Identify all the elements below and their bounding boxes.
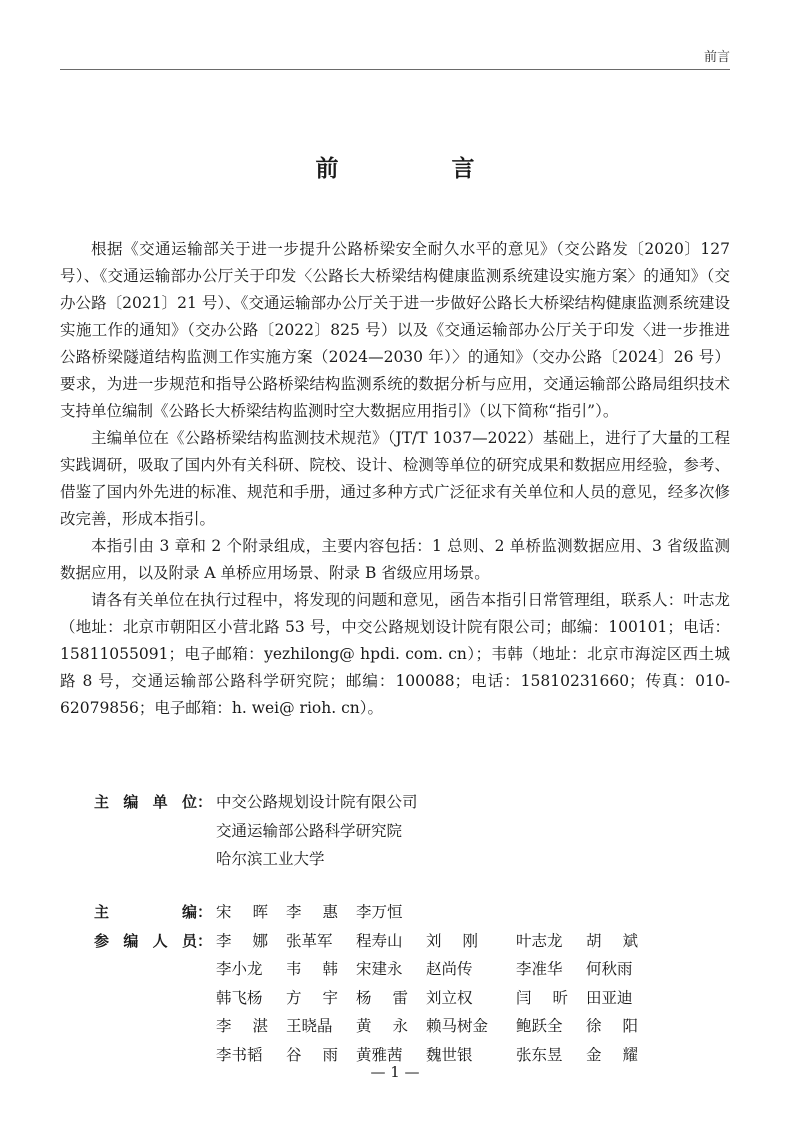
person-name: 闫 昕 (516, 988, 568, 1007)
person-name: 宋建永 (356, 960, 403, 978)
chief-editors-list (216, 898, 694, 927)
person-name: 程寿山 (356, 931, 403, 950)
org-name: 交通运输部公路科学研究院 (216, 821, 403, 840)
person-name: 韦 韩 (286, 960, 338, 978)
chief-units-block (94, 788, 694, 874)
spaced-label: 参 编 人 员 (94, 931, 197, 950)
person-name: 赵尚传 (426, 960, 473, 978)
paragraph-basis: 主编单位在《公路桥梁结构监测技术规范》（JT/T 1037—2022）基础上，进行了大量的工程实践调研，吸取了国内外有关科研、院校、设计、检测等单位的研究成果和数据应用经验，参考、借鉴了国内外先进的标准、规范和手册，通过多种方式广泛征求有关单位和人员的意见，经多次修改完善，形成本指引。 (60, 429, 730, 528)
person-name: 李 湛 (216, 1017, 268, 1035)
person-name: 徐 阳 (586, 1017, 638, 1035)
org-name: 哈尔滨工业大学 (216, 850, 325, 868)
preface-body (60, 236, 730, 722)
person-name: 李 惠 (286, 903, 338, 921)
paragraph-background: 根据《交通运输部关于进一步提升公路桥梁安全耐久水平的意见》（交公路发〔2020〕127 号）、《交通运输部办公厅关于印发〈公路长大桥梁结构健康监测系统建设实施方案〉的通知》（交办公路〔2021〕21 号）、《交通运输部办公厅关于进一步做好公路长大桥梁结构健康监测系统建设实施工作的通知》（交办公路〔2022〕825 号）以及《交通运输部办公厅关于印发〈进一步推进公路桥梁隧道结构监测工作实施方案（2024—2030 年）〉的通知》（交办公路〔2024〕26 号）要求，为进一步规范和指导公路桥梁结构监测系统的数据分析与应用，交通运输部公路局组织技术支持单位编制《公路长大桥梁结构监测时空大数据应用指引》（以下简称“指引”）。 (60, 240, 730, 420)
chief-units-list (216, 788, 694, 874)
spaced-label: 主 编 单 位 (94, 793, 197, 811)
person-name: 金 耀 (586, 1045, 638, 1064)
person-name: 韩飞杨 (216, 988, 263, 1007)
spaced-label: 主 编 (94, 903, 197, 921)
people-block (94, 898, 694, 1069)
person-name: 魏世银 (426, 1045, 473, 1064)
person-name: 鲍跃全 (516, 1017, 563, 1035)
person-name: 李万恒 (356, 903, 403, 921)
chief-units-label: 主 编 单 位 ： (94, 788, 216, 817)
person-name: 刘立权 (426, 988, 473, 1007)
contributors-label: 参 编 人 员 ： (94, 927, 216, 956)
person-name: 胡 斌 (586, 931, 638, 950)
person-name: 黄 永 (356, 1017, 408, 1035)
person-name: 田亚迪 (586, 988, 633, 1007)
running-head: 前言 (703, 50, 730, 65)
page-number: — 1 — (370, 1063, 420, 1081)
header-rule (60, 69, 730, 70)
person-name: 黄雅茜 (356, 1045, 403, 1064)
person-name: 何秋雨 (586, 960, 633, 978)
person-name: 王晓晶 (286, 1017, 333, 1035)
person-name: 赖马树金 (426, 1017, 489, 1035)
contributors-list (216, 927, 694, 1070)
paragraph-contents: 本指引由 3 章和 2 个附录组成，主要内容包括：1 总则、2 单桥监测数据应用、3 省级监测数据应用，以及附录 A 单桥应用场景、附录 B 省级应用场景。 (60, 537, 730, 582)
chief-editors-label: 主 编 ： (94, 898, 216, 927)
person-name: 张东昱 (516, 1045, 563, 1064)
page-title: 前 言 (315, 156, 520, 182)
person-name: 李书韬 (216, 1045, 263, 1064)
org-name: 中交公路规划设计院有限公司 (216, 793, 418, 811)
person-name: 刘 刚 (426, 931, 478, 950)
person-name: 杨 雷 (356, 988, 408, 1007)
person-name: 李 娜 (216, 931, 268, 950)
paragraph-contact: 请各有关单位在执行过程中，将发现的问题和意见，函告本指引日常管理组，联系人：叶志龙（地址：北京市朝阳区小营北路 53 号，中交公路规划设计院有限公司；邮编：100101；电话：15811055091；电子邮箱：yezhilong@ hpdi. com. cn）；韦韩（地址：北京市海淀区西土城路 8 号，交通运输部公路科学研究院；邮编：100088；电话：15810231660；传真：010-62079856；电子邮箱：h. wei@ rioh. cn）。 (60, 591, 730, 717)
person-name: 叶志龙 (516, 931, 563, 950)
person-name: 谷 雨 (286, 1045, 338, 1064)
person-name: 宋 晖 (216, 903, 268, 921)
person-name: 李准华 (516, 960, 563, 978)
person-name: 方 宇 (286, 988, 338, 1007)
person-name: 张革军 (286, 931, 333, 950)
person-name: 李小龙 (216, 960, 263, 978)
